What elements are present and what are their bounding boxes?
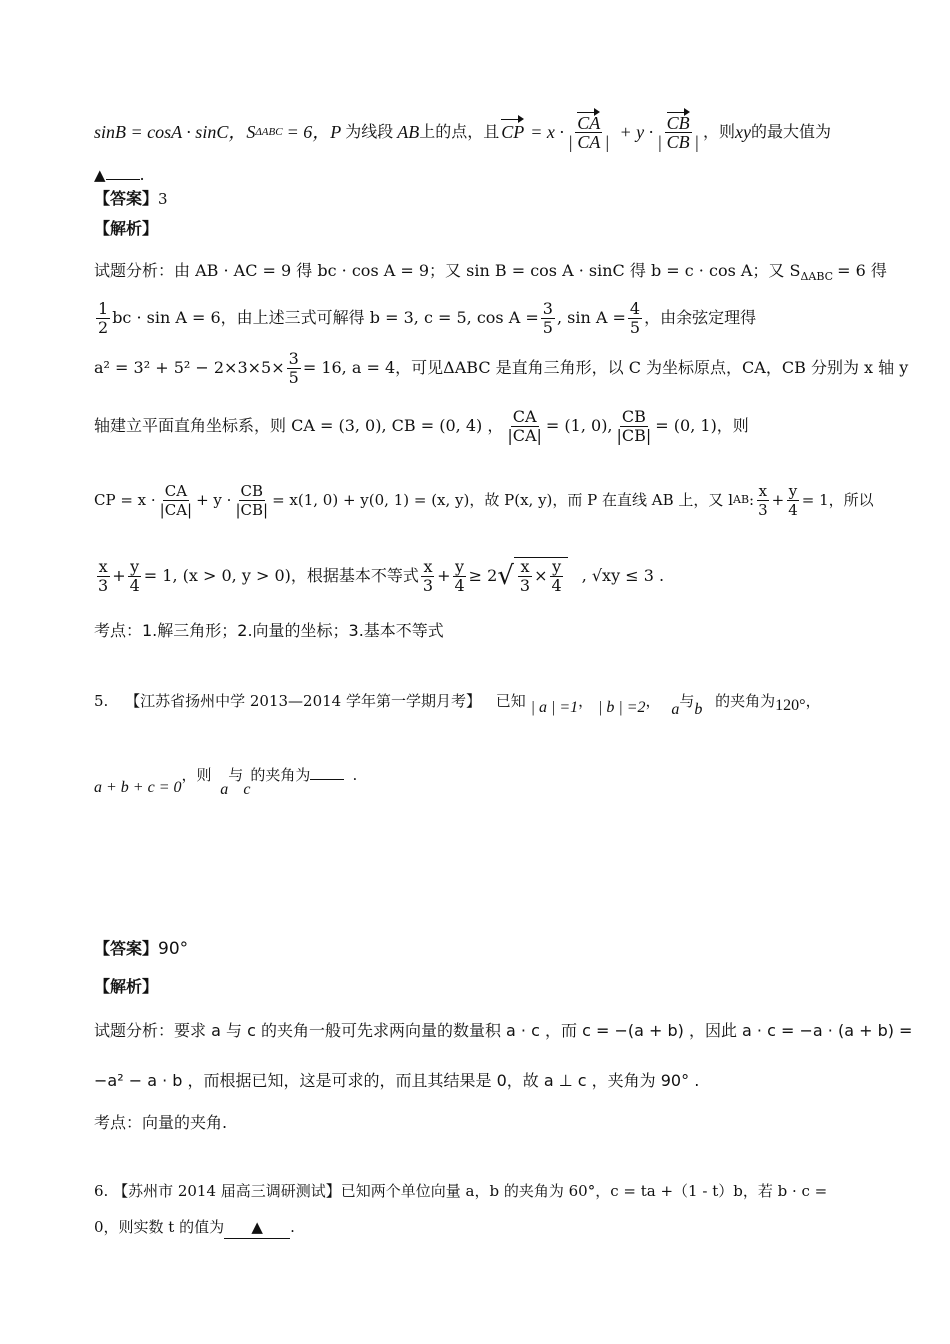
p5-answer-label: 【答案】 [94, 939, 159, 958]
p5-analysis-label-text: 【解析】 [94, 977, 159, 996]
p5-answer-blank [310, 779, 344, 780]
p4-analysis-line-6 [94, 552, 664, 600]
blank-period: . [139, 165, 145, 184]
p4-cond-frac-ca [566, 114, 612, 151]
p4-a1-sub: ΔABC [800, 270, 834, 283]
p4-analysis-line-3 [94, 348, 908, 388]
p6-question-line-2 [94, 1216, 295, 1239]
p4-a6-plus2: + [437, 566, 451, 585]
p4-cond-sub: ΔABC [255, 126, 283, 138]
p4-a6-frac3-den: 3 [422, 575, 434, 595]
p4-a6-end: , √xy ≤ 3 . [581, 566, 665, 585]
p4-cond-text: sinB = cosA · sinC，S [94, 122, 256, 142]
p4-a4-frac1 [505, 408, 544, 445]
p4-a6-mid: = 1, (x > 0, y > 0)，根据基本不等式 [143, 566, 419, 585]
p4-a6-frac4 [452, 558, 466, 595]
p4-a2-end: ，由余弦定理得 [644, 308, 757, 327]
p4-a6-frac1 [96, 558, 110, 595]
p4-a2-half [96, 300, 110, 337]
analysis-label: 【解析】 [94, 219, 159, 238]
p4-a6-frac2 [128, 558, 142, 595]
p4-cond-plusy: + y · [619, 122, 654, 142]
p4-a1-end: = 6 得 [837, 261, 887, 280]
p4-a4-pre: 轴建立平面直角坐标系，则 CA = (3, 0), CB = (0, 4) ， [94, 416, 504, 435]
p4-a5-frac4-den: 4 [788, 500, 798, 519]
p6-line1: 6. 【苏州市 2014 届高三调研测试】已知两个单位向量 a，b 的夹角为 60°，c = ta +（1 - t）b，若 b · c = [94, 1182, 828, 1200]
p4-a4-frac1-den: |CA| [507, 425, 542, 445]
p4-a2-frac1 [541, 300, 555, 337]
p4-a6-frac3 [421, 558, 435, 595]
p5-var-a2: a [220, 781, 229, 798]
p4-a6-sqfrac2-num: y [552, 557, 562, 576]
p4-cond-cp-vector: CP [501, 122, 525, 142]
p4-cond-eqx: = x · [530, 122, 564, 142]
p4-analysis-line-5 [94, 476, 874, 524]
p5-answer-value: 90° [158, 939, 189, 959]
p4-a2-frac1-num: 3 [542, 298, 553, 318]
p4-a5-frac3-num: x [758, 481, 768, 500]
p4-a3-frac-num: 3 [288, 348, 299, 368]
p5-comma1: ， [578, 692, 594, 710]
p4-a2-mid2: , sin A = [556, 308, 626, 327]
p4-a4-frac2 [615, 408, 654, 445]
p4-a5-frac1 [158, 482, 194, 519]
p4-a5-frac3 [756, 482, 770, 519]
p5-key-points [94, 1112, 227, 1134]
p4-a2-frac2-den: 5 [629, 317, 641, 337]
p5-known: 已知 [495, 692, 526, 710]
p4-a5-frac2-num: CB [240, 481, 263, 500]
p5-answer [94, 938, 188, 960]
p5-var-b: b [694, 701, 703, 718]
p6-question-line-1 [94, 1180, 827, 1202]
p4-a6-frac4-num: y [455, 556, 465, 576]
p4-a6-sqrt-body [514, 557, 568, 595]
p4-a5-frac2 [233, 482, 270, 519]
answer-label: 【答案】 [94, 189, 159, 208]
p5-angle-text: 的夹角为 [715, 692, 776, 710]
triangle-marker-icon: ▲ [251, 1218, 263, 1236]
p4-a2-frac2 [628, 300, 642, 337]
p4-a3-frac-den: 5 [288, 367, 299, 387]
p5-cond3: a + b + c = 0 [94, 779, 182, 796]
p4-a5-plus: + [771, 491, 785, 509]
p4-a6-sqfrac1-num: x [520, 557, 530, 576]
p4-a2-frac1-den: 5 [542, 317, 553, 337]
p4-a6-times: × [534, 566, 548, 585]
p4-cond-ca-vec: CA [577, 112, 601, 133]
p4-a5-colon: : [749, 491, 755, 509]
p5-ze: ，则 [181, 766, 212, 784]
p4-cond-eq6: = 6，P [286, 122, 342, 142]
p6-line2-end: . [290, 1218, 295, 1236]
p5-end1: ， [805, 692, 821, 710]
p4-a2-mid: bc · sin A = 6，由上述三式可解得 b = 3, c = 5, cos A = [112, 308, 539, 327]
p4-a6-sqfrac1-den: 3 [519, 576, 531, 595]
p4-a6-sqfrac2 [550, 558, 564, 595]
p4-cond-abs-cb: | CB | [657, 131, 700, 152]
p4-a3-frac [287, 350, 301, 387]
triangle-marker-icon: ▲ [94, 166, 106, 184]
p4-kp-text: 考点：1.解三角形；2.向量的坐标；3.基本不等式 [94, 621, 444, 640]
p4-a4-mid: = (1, 0), [545, 416, 613, 435]
p4-cond-mid2: 上的点，且 [419, 122, 500, 141]
p4-analysis-line-1 [94, 260, 887, 288]
p4-a5-frac4-num: y [788, 481, 798, 500]
p5-source: 【江苏省扬州中学 2013—2014 学年第一学期月考】 [125, 692, 481, 710]
p4-key-points [94, 620, 444, 642]
p6-answer-blank [224, 1216, 290, 1239]
p4-a5-frac3-den: 3 [758, 500, 768, 519]
p4-a4-frac2-den: |CB| [616, 425, 652, 445]
p4-a6-frac1-num: x [98, 556, 108, 576]
p4-analysis-line-2 [94, 298, 756, 338]
p4-cond-mid: 为线段 [345, 122, 394, 141]
p4-a5-frac1-den: |CA| [159, 500, 193, 519]
p4-a2-half-den: 2 [98, 317, 109, 337]
p6-line2-pre: 0，则实数 t 的值为 [94, 1218, 225, 1236]
p5-comma2: ， [645, 692, 661, 710]
p4-a2-half-num: 1 [98, 298, 109, 318]
p5-question-line-1 [94, 690, 821, 718]
p4-a5-mid2: = x(1, 0) + y(0, 1) = (x, y)，故 P(x, y)，而 P 在直线 AB 上，又 l [272, 491, 733, 509]
p4-condition-line [94, 108, 831, 156]
p4-a5-end: = 1，所以 [801, 491, 874, 509]
p4-cond-end: ，则 [703, 122, 736, 141]
p5-period: . [352, 766, 358, 784]
p4-a4-end: = (0, 1)，则 [655, 416, 749, 435]
p5-cond1: | a | =1 [530, 699, 579, 716]
p4-cond-abs-ca: | CA | [567, 131, 610, 152]
p5-analysis-label [94, 976, 158, 998]
p5-angle-value: 120° [775, 697, 806, 714]
p4-cond-end2: 的最大值为 [751, 122, 832, 141]
p4-a5-frac1-num: CA [164, 481, 188, 500]
p4-a5-pre: CP = x · [94, 491, 156, 509]
p4-a3-pre: a² = 3² + 5² − 2×3×5× [94, 358, 285, 377]
p4-a5-frac4 [786, 482, 800, 519]
answer-value: 3 [158, 190, 168, 208]
p5-yu2: 与 [228, 766, 244, 784]
p5-question-line-2 [94, 764, 358, 798]
p4-a6-frac1-den: 3 [98, 575, 109, 595]
p4-analysis-line-4 [94, 404, 749, 448]
p4-a6-sqfrac2-den: 4 [551, 576, 562, 595]
p4-a4-frac1-num: CA [512, 406, 537, 426]
p4-a1-text: 试题分析：由 AB · AC = 9 得 bc · cos A = 9；又 sin B = cos A · sinC 得 b = c · cos A；又 S [94, 261, 801, 280]
blank-line [106, 179, 140, 180]
p4-a3-end: = 16, a = 4，可见ΔABC 是直角三角形，以 C 为坐标原点，CA，CB 分别为 x 轴 y [302, 358, 909, 377]
p4-a6-frac4-den: 4 [454, 575, 465, 595]
p4-a2-frac2-num: 4 [629, 298, 641, 318]
p4-a5-frac2-den: |CB| [235, 500, 269, 519]
p5-number: 5. [94, 692, 109, 710]
p4-answer-blank [94, 164, 145, 186]
p5-analysis-line-2 [94, 1070, 699, 1092]
p5-cond2: | b | =2 [597, 699, 646, 716]
p4-a6-plus: + [112, 566, 126, 585]
p5-analysis-line-1 [94, 1020, 912, 1042]
p4-a6-frac2-den: 4 [129, 575, 140, 595]
p5-kp-text: 考点：向量的夹角. [94, 1113, 228, 1132]
p4-cond-ab: AB [397, 122, 420, 142]
p4-cond-cb-vec: CB [666, 112, 690, 133]
p5-ask: 的夹角为 [250, 766, 311, 784]
p5-s2: −a² − a · b ，而根据已知，这是可求的，而且其结果是 0，故 a ⊥ c ，夹角为 90° . [94, 1071, 700, 1090]
p5-s1: 试题分析：要求 a 与 c 的夹角一般可先求两向量的数量积 a · c ，而 c = −(a + b) ，因此 a · c = −a · (a + b) = [94, 1021, 913, 1040]
p4-a5-mid: + y · [196, 491, 232, 509]
p5-yu: 与 [679, 692, 695, 710]
p4-a6-sqfrac1 [518, 558, 532, 595]
p5-var-c: c [243, 781, 251, 798]
p4-a5-sub: AB [733, 493, 750, 506]
p4-analysis-label [94, 218, 158, 240]
p4-cond-xy: xy [735, 122, 752, 142]
p4-cond-frac-cb [655, 114, 701, 151]
p4-a4-frac2-num: CB [621, 406, 646, 426]
sqrt-symbol-icon: √ [497, 561, 514, 591]
p4-a6-frac3-num: x [423, 556, 433, 576]
p4-answer [94, 188, 168, 210]
p5-var-a: a [671, 701, 680, 718]
p4-a6-ge: ≥ 2 [468, 566, 498, 585]
p4-a6-frac2-num: y [130, 556, 140, 576]
